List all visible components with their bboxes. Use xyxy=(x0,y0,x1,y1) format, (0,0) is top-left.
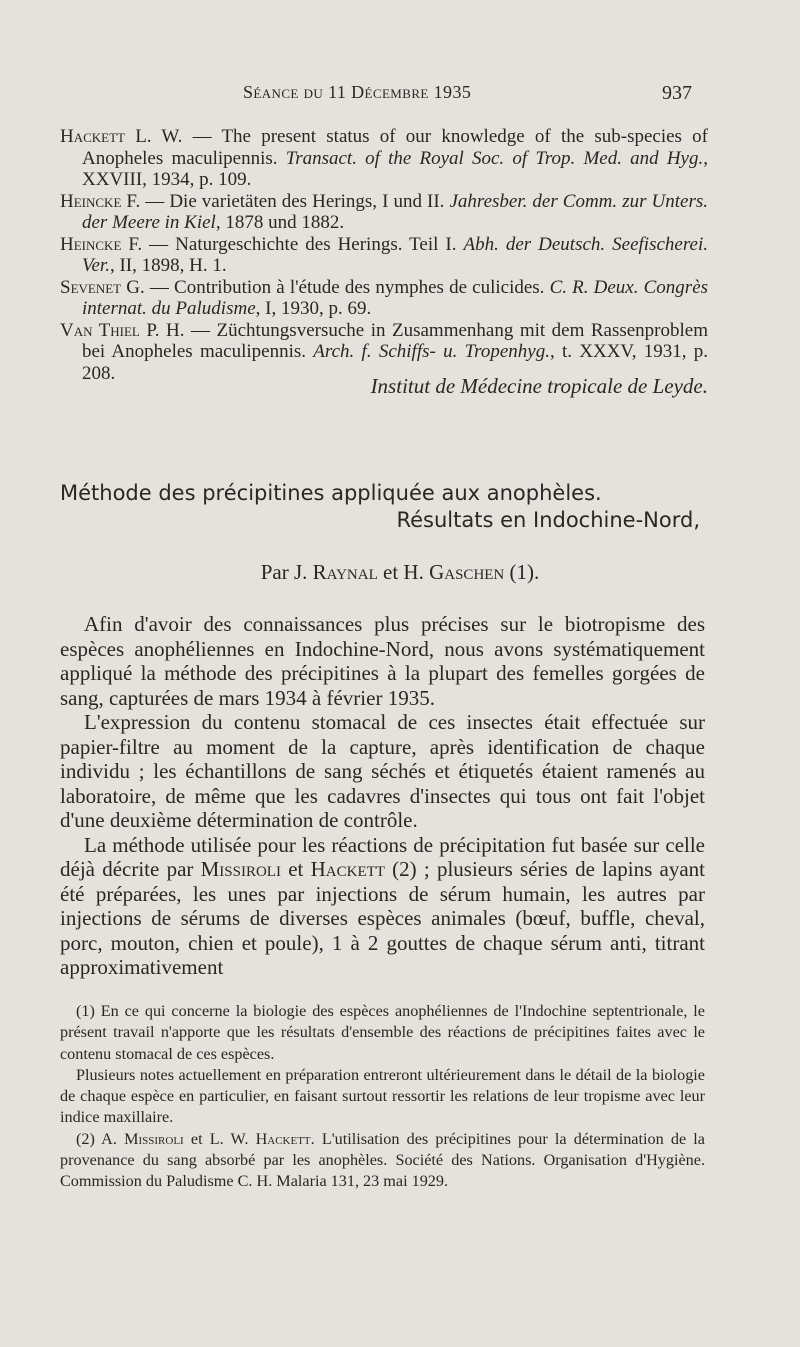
reference-author: Sevenet G. xyxy=(60,276,145,298)
header-title: Séance du 11 Décembre 1935 xyxy=(243,82,472,102)
reference-tail: , II, 1898, H. 1. xyxy=(109,255,227,276)
page-number: 937 xyxy=(662,82,692,104)
reference-author: Heincke F. xyxy=(60,233,143,255)
reference-list xyxy=(60,126,708,384)
reference-journal: Jahresber. der Comm. zur Unters. der Meere in Kiel xyxy=(82,190,709,233)
body-paragraph xyxy=(60,833,705,980)
reference-text: — Contribution à l'étude des nymphes de culicides. xyxy=(144,276,550,298)
reference-journal: Abh. der Deutsch. Seefischerei. Ver. xyxy=(82,233,708,276)
reference-author: Hackett L. W. xyxy=(60,126,183,147)
reference-tail: , XXVIII, 1934, p. 109. xyxy=(82,147,708,190)
reference-item xyxy=(60,126,708,191)
article-title xyxy=(60,480,700,534)
cited-author: Hackett xyxy=(310,857,385,881)
footnotes xyxy=(60,1001,705,1193)
reference-item xyxy=(60,234,708,277)
byline xyxy=(0,560,800,585)
body-paragraph: L'expression du contenu stomacal de ces insectes était effectuée sur papier-filtre au moment de la capture, après identification de chaque individu ; les échantillons de sang séchés et étiquetés étaient ramenés au laboratoire, de même que les cadavres d'insectes qui tous ont fait l'objet d'une deuxième détermination de contrôle. xyxy=(60,710,705,832)
reference-tail: , t. XXXV, 1931, p. 208. xyxy=(82,341,708,384)
body-text: La méthode utilisée pour les réactions de précipitation fut basée sur celle déjà décrite par xyxy=(60,832,705,881)
reference-text: — Die varietäten des Herings, I und II. xyxy=(140,190,450,212)
footnote: (1) En ce qui concerne la biologie des espèces anophéliennes de l'Indochine septentrionale, le présent travail n'apporte que les résultats d'ensemble des réactions de précipitines faites avec le contenu stomacal de ces espèces. xyxy=(60,1002,705,1063)
byline-mid: et H. xyxy=(377,560,430,584)
byline-suffix: (1). xyxy=(504,560,540,584)
author-name: Raynal xyxy=(312,560,378,584)
body-text: et xyxy=(280,857,311,881)
body-paragraph: Afin d'avoir des connaissances plus précises sur le biotropisme des espèces anophéliennes en Indochine-Nord, nous avons systématiquement appliqué la méthode des précipitines à la plupart des femelles gorgées de sang, capturées de mars 1934 à février 1935. xyxy=(60,612,705,710)
reference-journal: Transact. of the Royal Soc. of Trop. Med. and Hyg. xyxy=(285,147,704,169)
footnote xyxy=(60,1129,705,1193)
reference-tail: , 1878 und 1882. xyxy=(215,212,345,233)
reference-item xyxy=(60,277,708,320)
footnote-text: et L. W. xyxy=(183,1129,256,1148)
reference-author: Heincke F. xyxy=(60,190,141,212)
byline-prefix: Par J. xyxy=(260,560,313,584)
article-body xyxy=(60,612,705,980)
reference-text: — Züchtungsversuche in Zusammenhang mit dem Rassenproblem bei Anopheles maculipennis. xyxy=(82,319,709,362)
footnote-text: (2) A. xyxy=(76,1129,125,1148)
reference-item xyxy=(60,191,708,234)
affiliation: Institut de Médecine tropicale de Leyde. xyxy=(370,374,708,398)
running-header xyxy=(0,82,800,108)
body-text: (2) ; plusieurs séries de lapins ayant été préparées, les unes par injections de sérum humain, les autres par injections de sérums de diverses espèces animales (bœuf, buffle, cheval, porc, mouton, chien et poule), 1 à 2 gouttes de chaque sérum anti, titrant approximativement xyxy=(60,857,706,979)
cited-author: Missiroli xyxy=(124,1129,184,1148)
cited-author: Hackett xyxy=(255,1129,311,1148)
reference-journal: Arch. f. Schiffs- u. Tropenhyg. xyxy=(313,341,550,362)
cited-author: Missiroli xyxy=(200,857,281,881)
reference-author: Van Thiel P. H. xyxy=(60,319,185,341)
reference-text: — Naturgeschichte des Herings. Teil I. xyxy=(142,233,464,255)
reference-journal: C. R. Deux. Congrès internat. du Paludisme xyxy=(82,276,709,319)
footnote-continuation: Plusieurs notes actuellement en préparation entreront ultérieurement dans le détail de la biologie de chaque espèce en particulier, en faisant surtout ressortir les relations de leur tropisme avec leur indice maxillaire. xyxy=(60,1065,705,1127)
reference-tail: , I, 1930, p. 69. xyxy=(255,298,372,319)
article-title-line1: Méthode des précipitines appliquée aux anophèles. xyxy=(60,481,602,505)
article-title-line2: Résultats en Indochine-Nord, xyxy=(396,508,700,532)
reference-text: — The present status of our knowledge of the sub-species of Anopheles maculipennis. xyxy=(82,126,708,169)
author-name: Gaschen xyxy=(429,560,505,584)
footnote-text: . L'utilisation des précipitines pour la détermination de la provenance du sang absorbé par les anophèles. Société des Nations. Organisation d'Hygiène. Commission du Paludisme C. H. Malaria 131, 23 mai 1929. xyxy=(60,1129,705,1191)
